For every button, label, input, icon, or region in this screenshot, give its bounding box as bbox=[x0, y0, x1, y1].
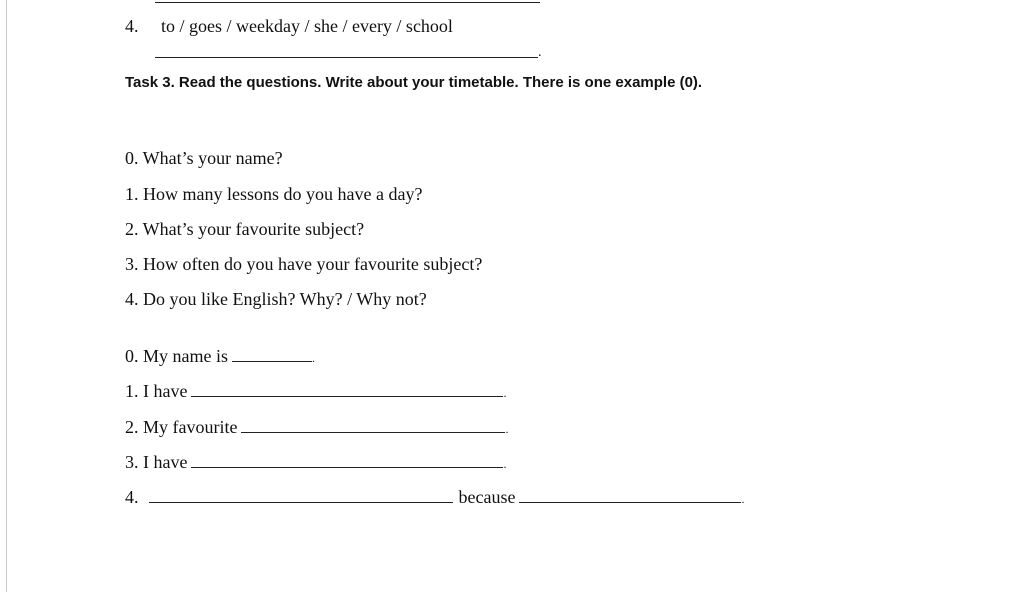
answer-4-because: because bbox=[458, 487, 516, 507]
scrambled-words: to / goes / weekday / she / every / school bbox=[161, 16, 453, 36]
answer-3-end: . bbox=[503, 457, 507, 471]
answer-4-blank-2[interactable] bbox=[519, 486, 741, 503]
answer-4 bbox=[125, 486, 744, 510]
answer-3 bbox=[125, 451, 506, 475]
scrambled-item-4 bbox=[125, 15, 453, 37]
answer-2-end: . bbox=[505, 422, 509, 436]
answer-1-prefix: 1. I have bbox=[125, 381, 188, 401]
question-1: 1. How many lessons do you have a day? bbox=[125, 184, 423, 204]
item-4-end-punct: . bbox=[538, 45, 542, 60]
answer-1-end: . bbox=[503, 386, 507, 400]
question-4: 4. Do you like English? Why? / Why not? bbox=[125, 289, 427, 309]
answer-1-blank[interactable] bbox=[191, 380, 503, 397]
item-number: 4. bbox=[125, 16, 139, 36]
answer-3-prefix: 3. I have bbox=[125, 452, 188, 472]
answer-4-blank-1[interactable] bbox=[149, 486, 453, 503]
task-3-heading: Task 3. Read the questions. Write about your timetable. There is one example (0). bbox=[125, 74, 703, 91]
question-2: 2. What’s your favourite subject? bbox=[125, 219, 365, 239]
item-4-answer-line[interactable] bbox=[155, 57, 538, 58]
answer-4-prefix: 4. bbox=[125, 487, 139, 507]
answer-0-blank[interactable] bbox=[232, 345, 312, 362]
question-3: 3. How often do you have your favourite subject? bbox=[125, 254, 483, 274]
answer-4-end: . bbox=[741, 492, 745, 506]
answer-0-end: . bbox=[312, 351, 315, 365]
answer-1 bbox=[125, 380, 506, 404]
question-0: 0. What’s your name? bbox=[125, 148, 283, 168]
previous-answer-line bbox=[155, 2, 540, 3]
answer-2-prefix: 2. My favourite bbox=[125, 417, 238, 437]
answer-0-prefix: 0. My name is bbox=[125, 346, 228, 366]
answer-0 bbox=[125, 345, 315, 369]
answer-2 bbox=[125, 416, 508, 440]
answer-3-blank[interactable] bbox=[191, 451, 503, 468]
answer-2-blank[interactable] bbox=[241, 416, 505, 433]
